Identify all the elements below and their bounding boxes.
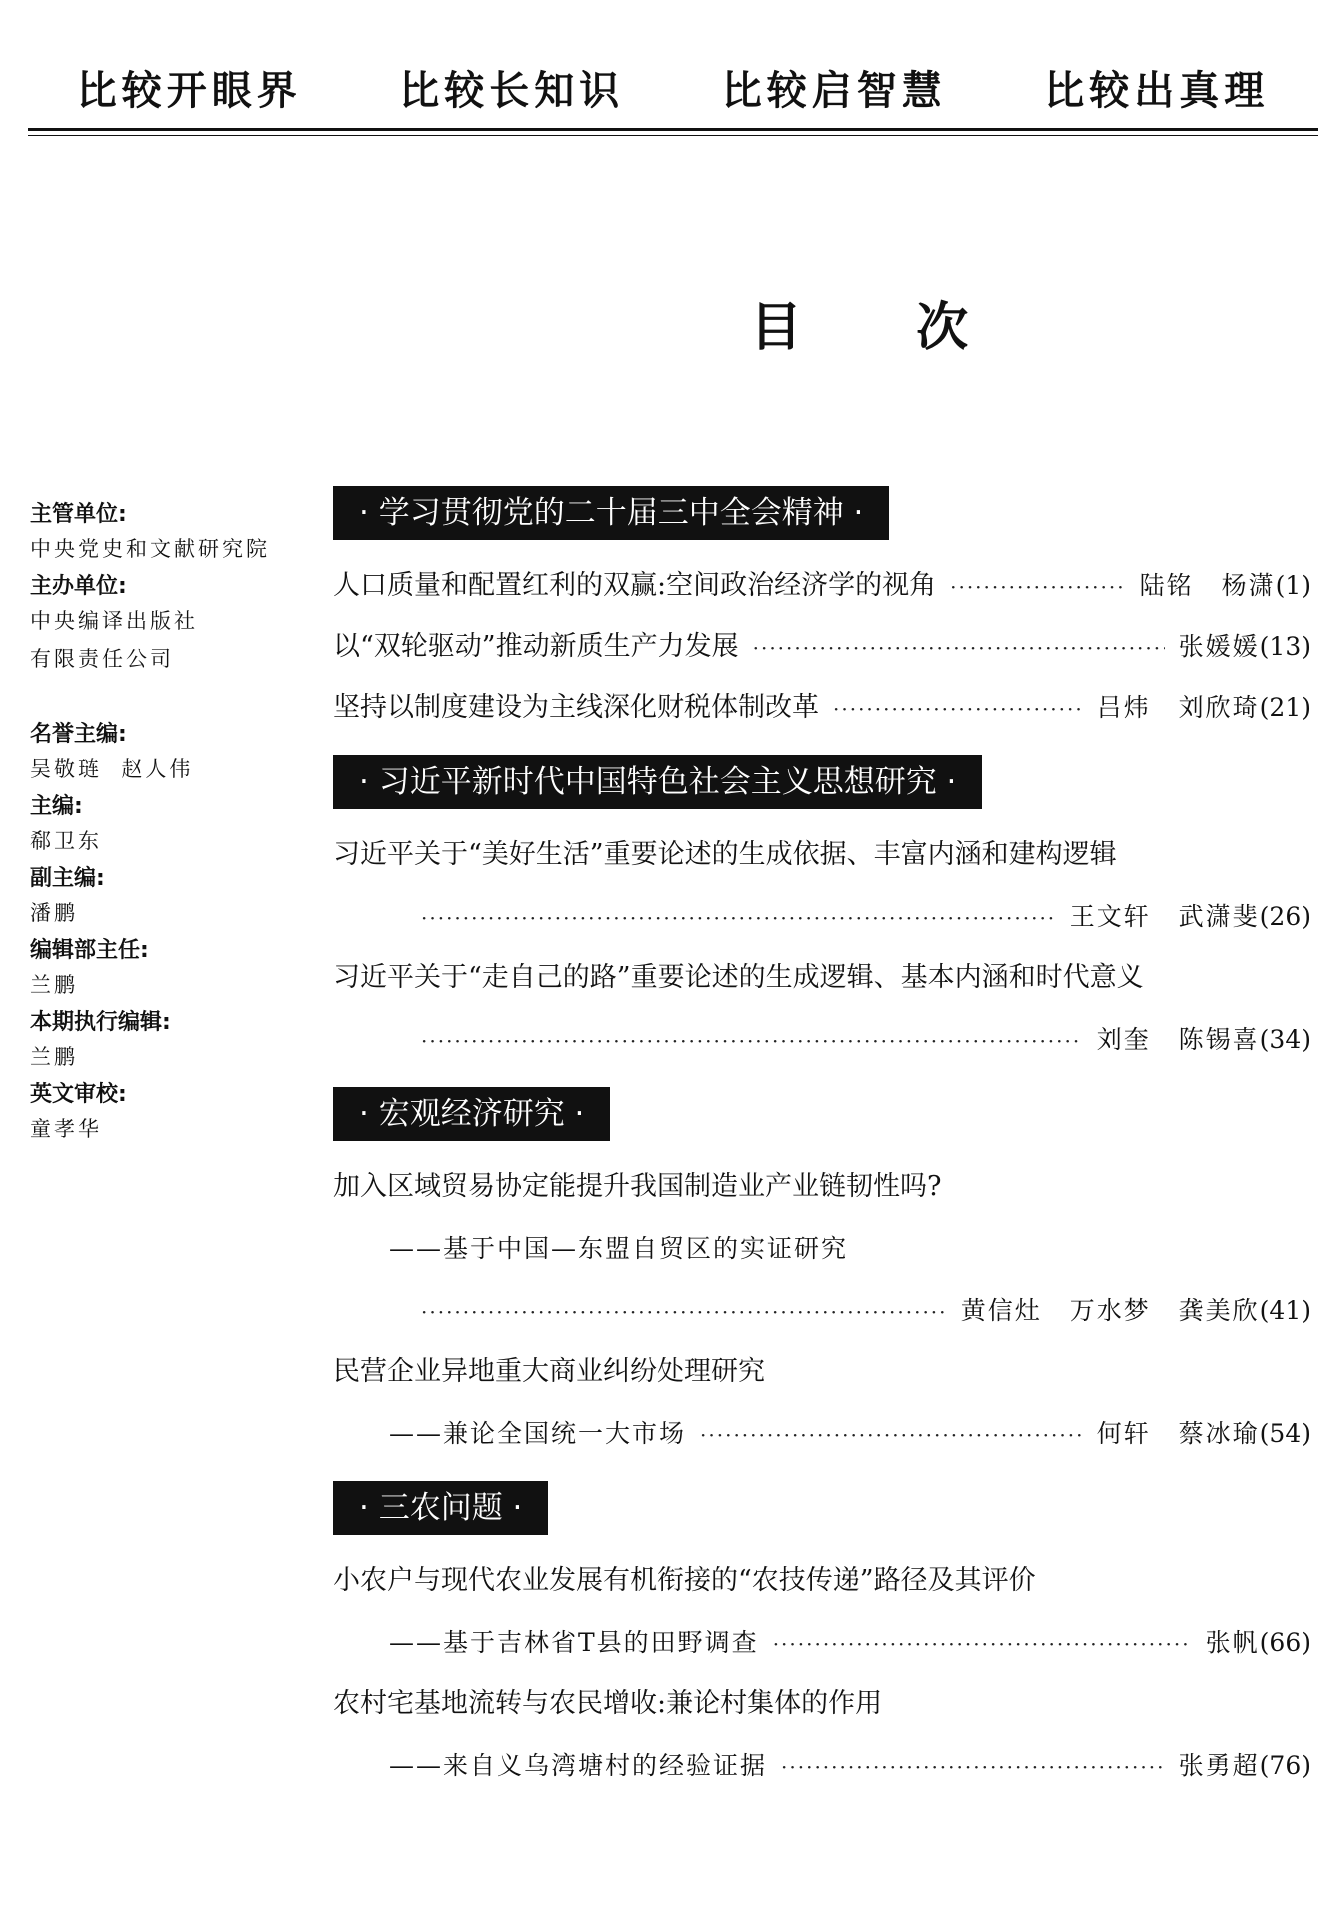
toc-entry[interactable]: [333, 1561, 1311, 1664]
entry-title: 坚持以制度建设为主线深化财税体制改革: [333, 692, 819, 723]
motto-3: 比较启智慧: [721, 67, 947, 114]
toc: [333, 480, 1311, 1807]
toc-entry[interactable]: [333, 958, 1311, 1061]
entry-page: (26): [1259, 902, 1311, 931]
masthead-value: 潘鹏: [30, 901, 78, 925]
masthead-value: 中央编译出版社 有限责任公司: [30, 609, 198, 671]
masthead-label: 名誉主编:: [30, 722, 127, 747]
entry-page: (13): [1259, 632, 1311, 661]
motto-1: 比较开眼界: [76, 67, 302, 114]
masthead-value: 中央党史和文献研究院: [30, 537, 270, 561]
masthead-label: 主编:: [30, 794, 83, 819]
entry-page: (21): [1259, 693, 1311, 722]
entry-authors: 张帆: [1205, 1628, 1260, 1657]
toc-entry[interactable]: [333, 1352, 1311, 1455]
entry-authors: 张勇超: [1178, 1751, 1260, 1780]
masthead-value: 吴敬琏 赵人伟: [30, 757, 194, 781]
motto-4: 比较出真理: [1044, 67, 1270, 114]
entry-title: 习近平关于“美好生活”重要论述的生成依据、丰富内涵和建构逻辑: [333, 839, 1117, 870]
entry-page: (34): [1259, 1025, 1311, 1054]
toc-entry[interactable]: [333, 1684, 1311, 1787]
entry-title: 习近平关于“走自己的路”重要论述的生成逻辑、基本内涵和时代意义: [333, 962, 1144, 993]
motto-2: 比较长知识: [399, 67, 625, 114]
entry-authors: 张媛媛: [1178, 632, 1260, 661]
leader-dots: [950, 567, 1126, 607]
masthead-label: 主管单位:: [30, 502, 127, 527]
entry-authors: 陆铭 杨潇: [1139, 571, 1276, 600]
toc-entry[interactable]: [333, 1167, 1311, 1332]
leader-dots: [833, 689, 1083, 729]
leader-dots: [421, 1021, 1083, 1061]
entry-subtitle: ——来自义乌湾塘村的经验证据: [389, 1751, 768, 1780]
entry-subtitle: ——基于中国—东盟自贸区的实证研究: [389, 1234, 849, 1263]
leader-dots: [700, 1415, 1083, 1455]
entry-title: 人口质量和配置红利的双赢:空间政治经济学的视角: [333, 570, 937, 601]
leader-dots: [753, 628, 1165, 668]
entry-authors: 黄信灶 万水梦 龚美欣: [960, 1296, 1260, 1325]
header-rule-thin: [28, 135, 1318, 136]
section-heading: · 三农问题 ·: [333, 1481, 548, 1535]
header-rule-thick: [28, 128, 1318, 131]
entry-authors: 刘奎 陈锡喜: [1096, 1025, 1260, 1054]
leader-dots: [421, 1292, 947, 1332]
masthead-label: 主办单位:: [30, 574, 127, 599]
page-title: 目 次: [750, 298, 1017, 358]
toc-entry[interactable]: [333, 688, 1311, 729]
entry-authors: 吕炜 刘欣琦: [1096, 693, 1260, 722]
masthead-label: 编辑部主任:: [30, 938, 149, 963]
toc-entry[interactable]: [333, 566, 1311, 607]
toc-entry[interactable]: [333, 835, 1311, 938]
masthead-label: 本期执行编辑:: [30, 1010, 171, 1035]
entry-page: (41): [1259, 1296, 1311, 1325]
entry-title: 农村宅基地流转与农民增收:兼论村集体的作用: [333, 1688, 883, 1719]
entry-authors: 何轩 蔡冰瑜: [1096, 1419, 1260, 1448]
entry-page: (1): [1275, 571, 1311, 600]
masthead-label: 副主编:: [30, 866, 105, 891]
leader-dots: [773, 1624, 1192, 1664]
entry-title: 加入区域贸易协定能提升我国制造业产业链韧性吗?: [333, 1171, 942, 1202]
masthead-value: 兰鹏: [30, 973, 78, 997]
entry-title: 小农户与现代农业发展有机衔接的“农技传递”路径及其评价: [333, 1565, 1036, 1596]
masthead-value: 兰鹏: [30, 1045, 78, 1069]
entry-page: (66): [1259, 1628, 1311, 1657]
section-heading: · 习近平新时代中国特色社会主义思想研究 ·: [333, 755, 982, 809]
masthead-value: 童孝华: [30, 1117, 102, 1141]
section-heading: · 宏观经济研究 ·: [333, 1087, 610, 1141]
leader-dots: [781, 1747, 1165, 1787]
section-heading: · 学习贯彻党的二十届三中全会精神 ·: [333, 486, 889, 540]
masthead-label: 英文审校:: [30, 1082, 127, 1107]
entry-title: 以“双轮驱动”推动新质生产力发展: [333, 631, 739, 662]
masthead-value: 郗卫东: [30, 829, 102, 853]
entry-subtitle: ——兼论全国统一大市场: [389, 1419, 687, 1448]
leader-dots: [421, 898, 1056, 938]
motto-bar: [28, 52, 1318, 122]
entry-subtitle: ——基于吉林省T县的田野调查: [389, 1628, 759, 1657]
masthead: [30, 500, 320, 1152]
toc-entry[interactable]: [333, 627, 1311, 668]
entry-authors: 王文轩 武潇斐: [1069, 902, 1260, 931]
entry-title: 民营企业异地重大商业纠纷处理研究: [333, 1356, 765, 1387]
entry-page: (54): [1259, 1419, 1311, 1448]
entry-page: (76): [1259, 1751, 1311, 1780]
